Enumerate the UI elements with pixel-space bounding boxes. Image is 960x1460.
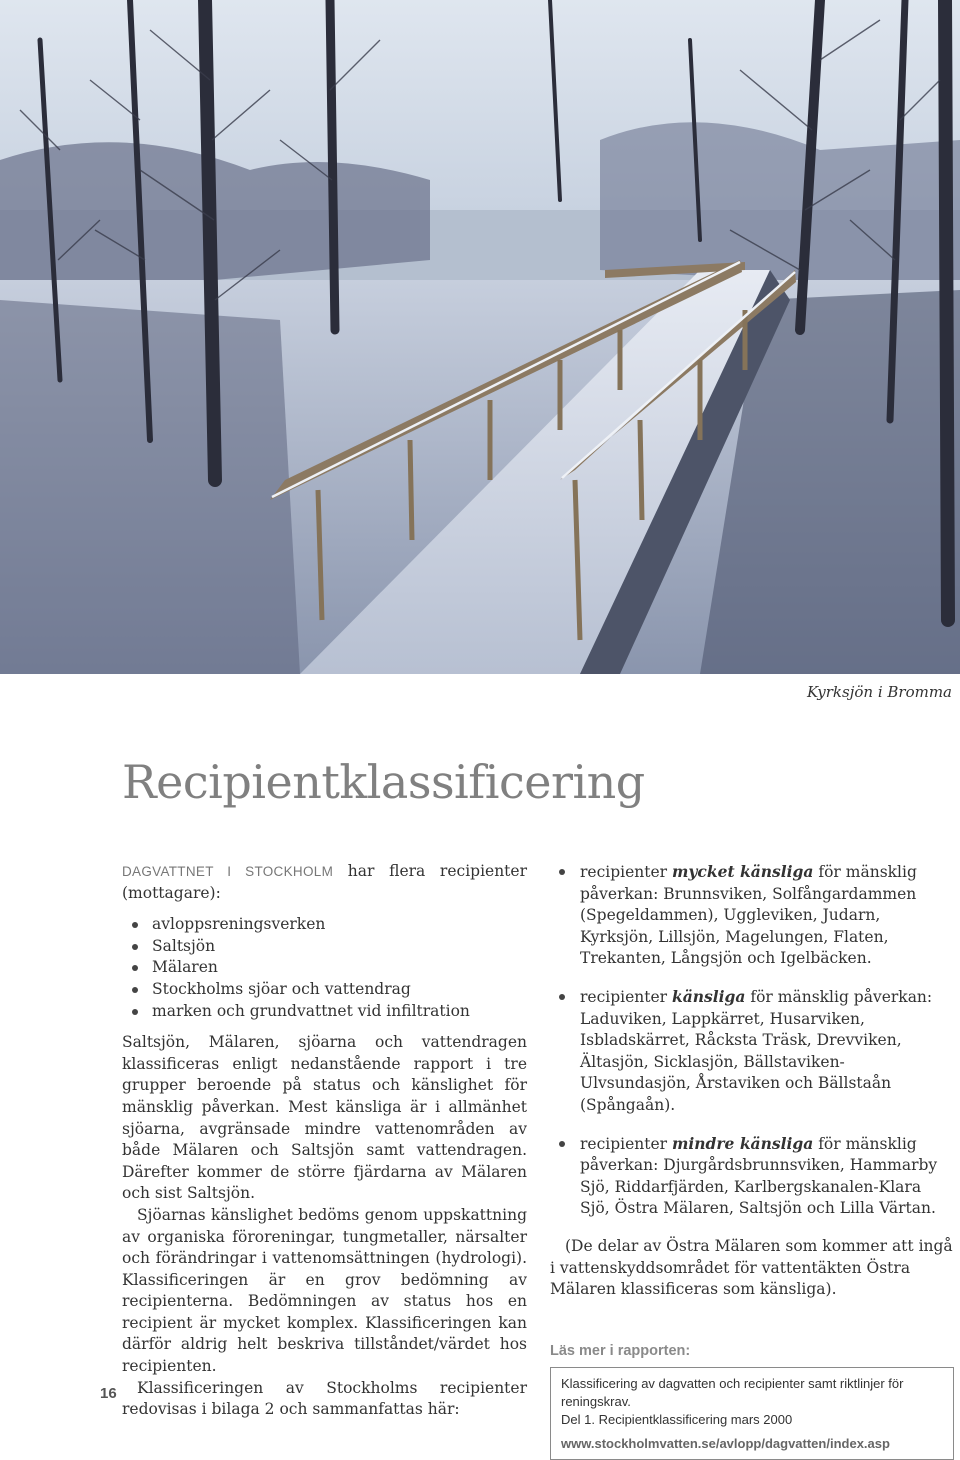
category-prefix: recipienter — [580, 863, 672, 881]
category-prefix: recipienter — [580, 987, 672, 1006]
category-emphasis: känsliga — [672, 986, 746, 1006]
list-item: Stockholms sjöar och vattendrag — [122, 979, 527, 1001]
report-link[interactable]: www.stockholmvatten.se/avlopp/dagvatten/index.asp — [561, 1436, 890, 1452]
category-text: för mänsklig påverkan: Laduviken, Lappkärret, Husarviken, Isbladskärret, Råcksta Träsk, Drevviken, Ältasjön, Sicklasjön, Bällstaviken-Ulvsundasjön, Årstaviken och Bällstaån (Spångaån). — [580, 987, 933, 1114]
recipient-list — [122, 914, 527, 1022]
read-more-box — [550, 1367, 954, 1460]
intro-paragraph — [122, 861, 527, 904]
list-item: Mälaren — [122, 957, 527, 979]
left-column — [122, 861, 527, 1421]
category-prefix: recipienter — [580, 1134, 672, 1153]
report-title: Klassificering av dagvatten och recipienter samt riktlinjer för reningskrav. — [561, 1376, 904, 1410]
category-emphasis: mindre känsliga — [672, 1133, 814, 1153]
list-item: marken och grundvattnet vid infiltration — [122, 1001, 527, 1023]
category-list — [550, 861, 954, 1220]
right-column — [550, 861, 954, 1460]
page-number: 16 — [100, 1385, 117, 1402]
list-item: avloppsreningsverken — [122, 914, 527, 936]
body-paragraph: Sjöarnas känslighet bedöms genom uppskattning av organiska föroreningar, tungmetaller, närsalter och förändringar i vattenomsättningen (hydrologi). Klassificeringen är en grov bedömning av recipienterna. Bedömningen av status hos en recipient är mycket komplex. Klassificeringen kan därför aldrig helt beskriva tillståndet/värdet hos recipienten. — [122, 1205, 527, 1376]
body-paragraph: Saltsjön, Mälaren, sjöarna och vattendragen klassificeras enligt nedanstående rapport i tre grupper beroende på status och känslighet för mänsklig påverkan. Mest känsliga är i allmänhet sjöarna, avgränsade mindre vattenområden av både Mälaren och Saltsjön samt vattendragen. Därefter kommer de större fjärdarna av Mälaren och sist Saltsjön. — [122, 1033, 527, 1203]
list-item: Saltsjön — [122, 936, 527, 958]
photo-caption: Kyrksjön i Bromma — [807, 683, 952, 701]
intro-lead: DAGVATTNET I STOCKHOLM — [122, 864, 334, 879]
category-emphasis: mycket känsliga — [672, 862, 814, 881]
note-paragraph: (De delar av Östra Mälaren som kommer att ingå i vattenskyddsområdet för vattentäkten Östra Mälaren klassificeras som känsliga). — [550, 1236, 953, 1299]
category-item — [550, 986, 954, 1117]
category-text: för mänsklig påverkan: Brunnsviken, Solfångardammen (Spegeldammen), Uggleviken, Judarn, Kyrksjön, Lillsjön, Magelungen, Flaten, Trekanten, Långsjön och Igelbäcken. — [580, 863, 917, 968]
body-paragraph: Klassificeringen av Stockholms recipienter redovisas i bilaga 2 och sammanfattas här: — [122, 1378, 527, 1419]
category-text: för mänsklig påverkan: Djurgårdsbrunnsviken, Hammarby Sjö, Riddarfjärden, Karlbergskanalen-Klara Sjö, Östra Mälaren, Saltsjön och Lilla Värtan. — [580, 1134, 938, 1218]
intro-text: har flera recipienter (mottagare): — [122, 862, 527, 902]
category-item — [550, 861, 954, 970]
winter-bridge-photo — [0, 0, 960, 674]
report-part: Del 1. Recipientklassificering mars 2000 — [561, 1412, 793, 1428]
category-item — [550, 1133, 954, 1220]
read-more-heading: Läs mer i rapporten: — [550, 1342, 691, 1359]
page-title: Recipientklassificering — [122, 755, 645, 809]
